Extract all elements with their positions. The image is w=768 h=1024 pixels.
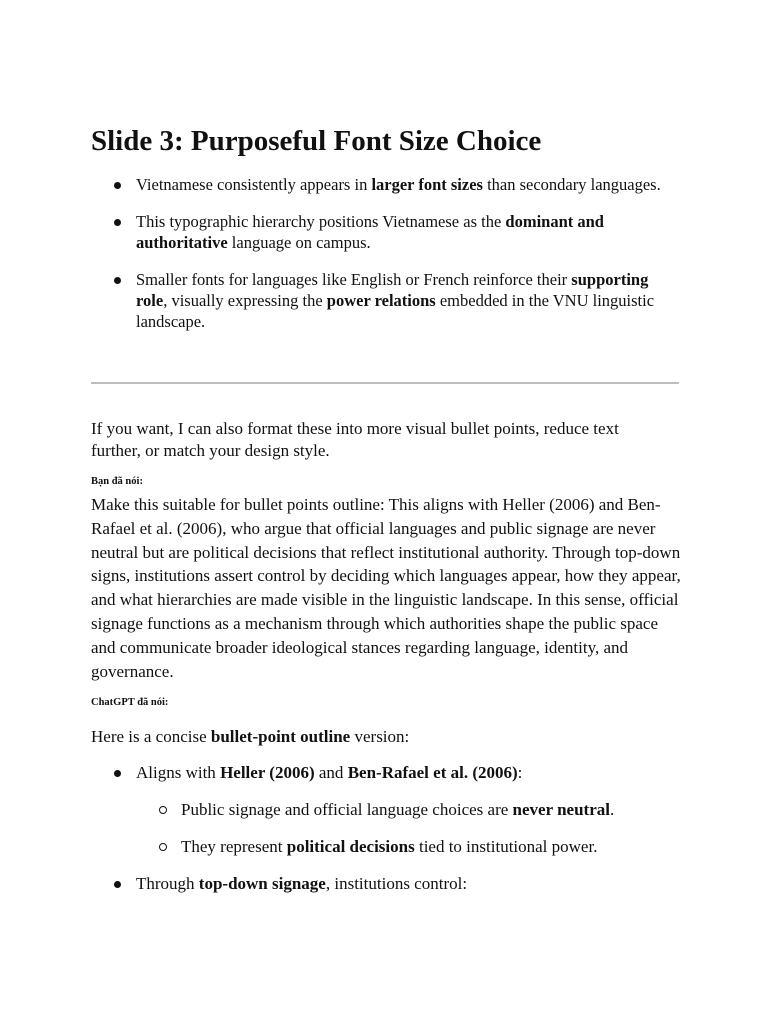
bullet-dot-icon: [114, 770, 121, 777]
bullet-text: Aligns with: [136, 763, 221, 782]
bullet-dot-icon: [114, 277, 121, 284]
bullet-text: :: [517, 763, 523, 782]
sub-list-item: [136, 836, 681, 858]
assistant-intro-text: [91, 726, 409, 748]
slide-title: Slide 3: Purposeful Font Size Choice: [91, 125, 542, 157]
bullet-bold-text: never neutral: [512, 800, 610, 819]
list-item: [91, 211, 681, 253]
bullet-text: embedded in the VNU linguistic landscape.: [136, 291, 655, 331]
bullet-dot-icon: [114, 881, 121, 888]
bullet-text: , visually expressing the: [163, 291, 327, 310]
user-speaker-label: Bạn đã nói:: [91, 476, 143, 487]
bullet-text: Public signage and official language choices are: [181, 800, 513, 819]
list-item: [91, 873, 681, 895]
bullet-bold-text: larger font sizes: [371, 175, 483, 194]
bullet-dot-icon: [114, 219, 121, 226]
bullet-text: , institutions control:: [325, 874, 468, 893]
intro-bold-text: bullet-point outline: [210, 727, 351, 746]
bullet-circle-icon: [159, 843, 167, 851]
list-item: [91, 269, 681, 332]
bullet-text: This typographic hierarchy positions Vietnamese as the: [136, 212, 506, 231]
bullet-text: Through: [136, 874, 199, 893]
slide-bullet-list: [91, 174, 681, 348]
bullet-text: and: [314, 763, 348, 782]
bullet-bold-text: political decisions: [286, 837, 415, 856]
user-message: Make this suitable for bullet points outline: This aligns with Heller (2006) and Ben-Rafael et al. (2006), who argue that official languages and public signage are never neutral but are political decisions that reflect institutional authority. Through top-down signs, institutions assert control by deciding which languages appear, how they appear, and what hierarchies are made visible in the linguistic landscape. In this sense, official signage functions as a mechanism through which authorities shape the public space and communicate broader ideological stances regarding language, identity, and governance.: [91, 495, 681, 681]
list-item: [91, 762, 681, 858]
bullet-bold-text: dominant and authoritative: [136, 212, 604, 252]
bullet-text: Vietnamese consistently appears in: [136, 175, 372, 194]
bullet-bold-text: Ben-Rafael et al. (2006): [347, 763, 518, 782]
bullet-text: tied to institutional power.: [414, 837, 598, 856]
intro-text: Here is a concise: [91, 727, 211, 746]
bullet-text: .: [609, 800, 615, 819]
assistant-speaker-label: ChatGPT đã nói:: [91, 697, 169, 708]
bullet-text: They represent: [181, 837, 287, 856]
bullet-bold-text: top-down signage: [198, 874, 326, 893]
bullet-text: Smaller fonts for languages like English or French reinforce their: [136, 270, 572, 289]
bullet-bold-text: power relations: [326, 291, 436, 310]
bullet-text: language on campus.: [227, 233, 371, 252]
sub-list-item: [136, 799, 681, 821]
outline-bullet-list: [91, 762, 681, 910]
bullet-bold-text: supporting role: [136, 270, 649, 310]
horizontal-divider: [91, 382, 679, 384]
bullet-circle-icon: [159, 806, 167, 814]
sub-bullet-list: [136, 799, 681, 858]
intro-text: version:: [350, 727, 410, 746]
bullet-dot-icon: [114, 182, 121, 189]
bullet-text: than secondary languages.: [482, 175, 661, 194]
list-item: [91, 174, 681, 195]
bullet-bold-text: Heller (2006): [220, 763, 315, 782]
assistant-offer-text: If you want, I can also format these into more visual bullet points, reduce text further, or match your design style.: [91, 419, 619, 460]
